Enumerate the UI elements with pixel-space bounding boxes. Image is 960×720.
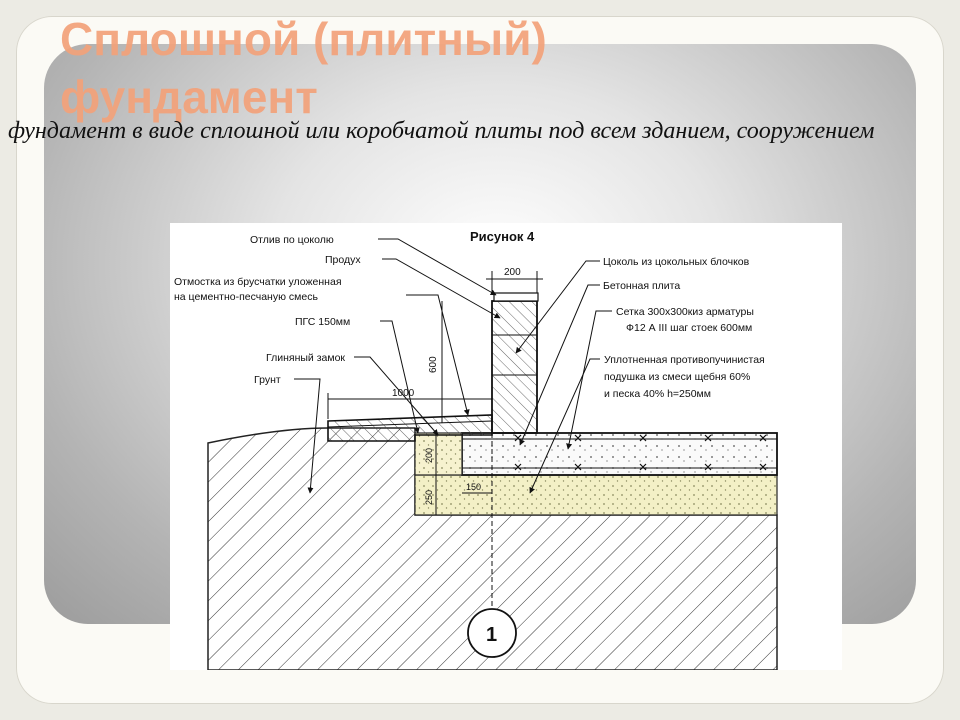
label-cushion-3: и песка 40% h=250мм <box>604 388 711 400</box>
slide-subtitle: фундамент в виде сплошной или коробчатой плиты под всем зданием, сооружением <box>8 118 875 144</box>
label-vent: Продух <box>325 254 361 266</box>
svg-text:1000: 1000 <box>392 388 415 399</box>
left-labels <box>174 234 361 386</box>
label-clay-lock: Глиняный замок <box>266 352 346 364</box>
label-drip: Отлив по цоколю <box>250 234 334 246</box>
figure-caption: Рисунок 4 <box>470 229 535 244</box>
svg-text:150: 150 <box>466 482 482 492</box>
label-gravel: ПГС 150мм <box>295 316 351 328</box>
label-soil: Грунт <box>254 374 281 386</box>
label-mesh-2: Ф12 А III шаг стоек 600мм <box>626 322 753 334</box>
label-blind-area-1: Отмостка из брусчатки уложенная <box>174 276 342 288</box>
dim-plinth-width <box>486 267 543 293</box>
svg-text:250: 250 <box>424 489 434 505</box>
label-cushion-2: подушка из смеси щебня 60% <box>604 371 751 383</box>
svg-text:200: 200 <box>424 447 434 463</box>
dim-plinth-height <box>428 301 442 423</box>
plinth-blocks <box>492 301 537 433</box>
label-blind-area-2: на цементно-песчаную смесь <box>174 291 318 303</box>
svg-text:200: 200 <box>504 267 521 278</box>
svg-text:600: 600 <box>428 356 439 373</box>
foundation-diagram <box>170 223 842 670</box>
label-cushion-1: Уплотненная противопучинистая <box>604 354 765 366</box>
slide-title: Сплошной (плитный) фундамент <box>60 13 547 123</box>
axis-marker-label: 1 <box>486 624 498 646</box>
foundation-drawing <box>170 223 842 670</box>
label-slab: Бетонная плита <box>603 280 681 292</box>
right-labels <box>603 256 765 400</box>
label-mesh-1: Сетка 300х300киз арматуры <box>616 306 754 318</box>
label-plinth: Цоколь из цокольных блочков <box>603 256 750 268</box>
